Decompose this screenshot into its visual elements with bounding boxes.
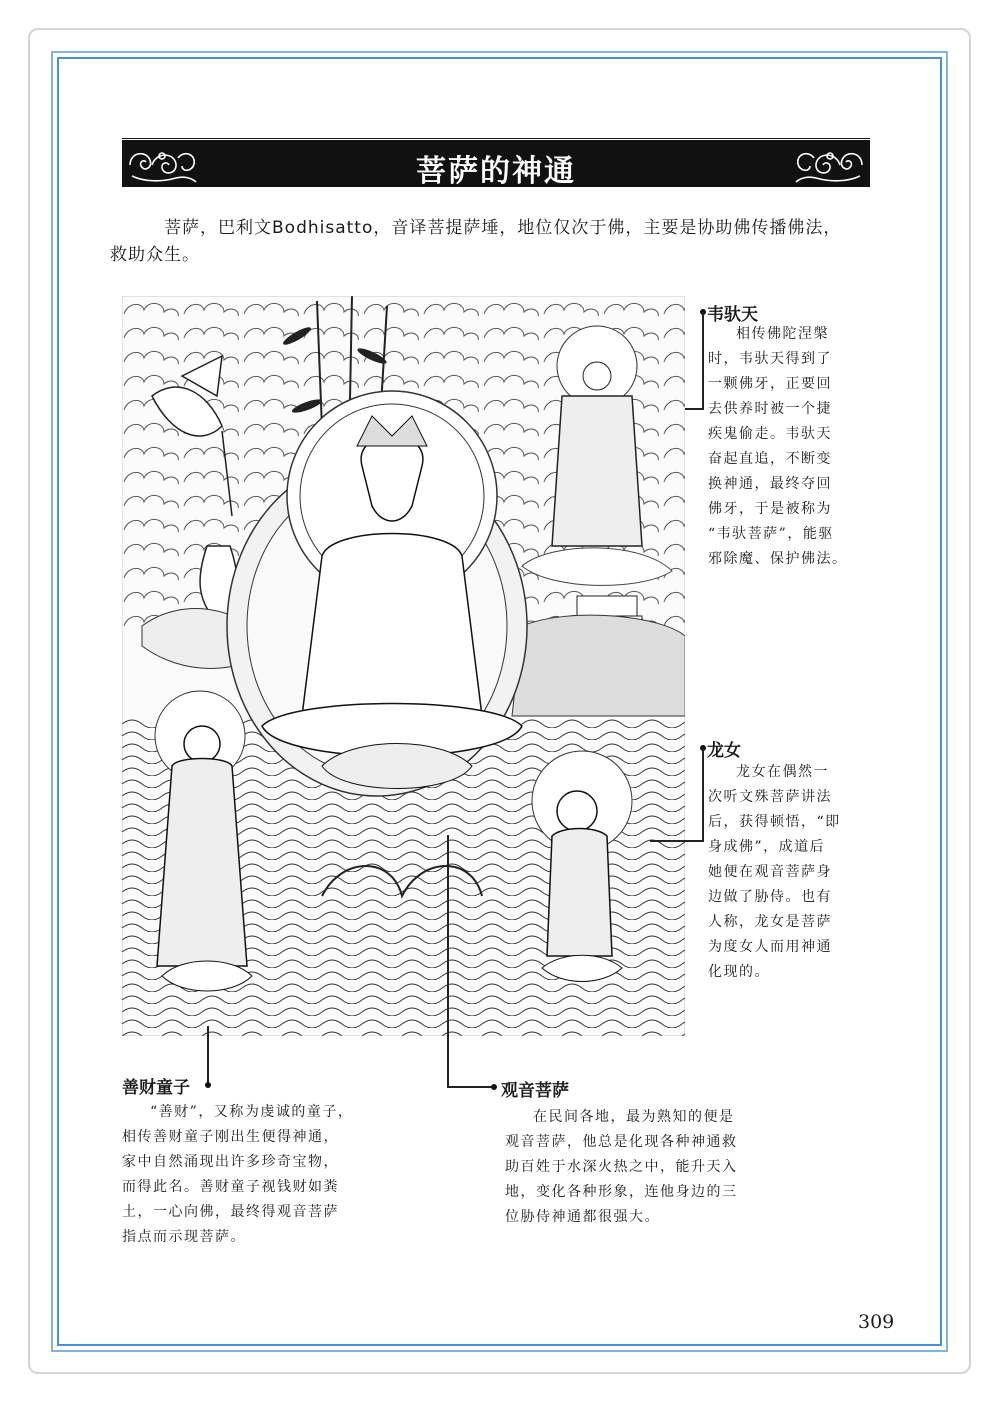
page-number: 309	[858, 1311, 895, 1333]
caption-line: 地，变化各种形象，连他身边的三	[505, 1184, 738, 1200]
label-longnv: 龙女	[707, 741, 741, 761]
caption-line: 奋起直追，不断变	[708, 451, 832, 467]
intro-paragraph: 菩萨，巴利文Bodhisatto，音译菩提萨埵，地位仅次于佛，主要是协助佛传播佛法，救助众生。	[110, 218, 842, 265]
caption-line: 指点而示现菩萨。	[122, 1229, 246, 1245]
caption-line: 身成佛”，成道后	[708, 839, 826, 855]
caption-line: 一颗佛牙，正要回	[708, 376, 832, 392]
title-banner	[122, 137, 870, 187]
caption-line: 佛牙，于是被称为	[708, 501, 832, 517]
caption-shancai	[122, 1100, 394, 1250]
caption-line: 龙女在偶然一	[736, 764, 829, 780]
caption-line: 邪除魔、保护佛法。	[708, 551, 848, 567]
page-title: 菩萨的神通	[416, 154, 576, 189]
leader-line-weituotian-vertical	[702, 312, 704, 410]
caption-line: “善财”，又称为虔诚的童子，	[150, 1104, 354, 1120]
label-guanyin: 观音菩萨	[501, 1081, 569, 1101]
leader-line-guanyin-horizontal	[447, 1086, 493, 1088]
caption-line: 换神通，最终夺回	[708, 476, 832, 492]
caption-line: 疾鬼偷走。韦驮天	[708, 426, 832, 442]
label-shancai: 善财童子	[122, 1078, 190, 1098]
cloud-ornament-right-icon	[792, 140, 870, 190]
caption-line: 时，韦驮天得到了	[708, 351, 832, 367]
leader-line-weituotian-horizontal	[685, 408, 704, 410]
leader-line-longnv-vertical	[702, 748, 704, 842]
caption-line: 后，获得顿悟，“即	[708, 814, 841, 830]
caption-line: 而得此名。善财童子视钱财如粪	[122, 1179, 339, 1195]
caption-line: 在民间各地，最为熟知的便是	[533, 1109, 735, 1125]
caption-line: 次听文殊菩萨讲法	[708, 789, 832, 805]
label-weituotian: 韦驮天	[707, 305, 758, 325]
leader-line-longnv-horizontal	[650, 840, 704, 842]
caption-line: 人称，龙女是菩萨	[708, 914, 832, 930]
caption-line: 土，一心向佛，最终得观音菩萨	[122, 1204, 339, 1220]
leader-line-guanyin-vertical	[447, 835, 449, 1088]
caption-line: “韦驮菩萨”，能驱	[708, 526, 834, 542]
caption-longnv	[708, 760, 848, 985]
leader-dot-shancai	[205, 1082, 211, 1088]
caption-line: 家中自然涌现出许多珍奇宝物，	[122, 1154, 339, 1170]
caption-line: 边做了胁侍。也有	[708, 889, 832, 905]
caption-line: 位胁侍神通都很强大。	[505, 1209, 660, 1225]
caption-line: 助百姓于水深火热之中，能升天入	[505, 1159, 738, 1175]
caption-line: 去供养时被一个捷	[708, 401, 832, 417]
leader-dot-guanyin	[491, 1084, 497, 1090]
caption-line: 相传善财童子刚出生便得神通，	[122, 1129, 339, 1145]
leader-line-shancai	[207, 1026, 209, 1086]
caption-line: 相传佛陀涅槃	[736, 326, 829, 342]
caption-weituotian	[708, 322, 848, 572]
caption-line: 观音菩萨，他总是化现各种神通救	[505, 1134, 738, 1150]
caption-guanyin	[505, 1105, 790, 1230]
caption-line: 为度女人而用神通	[708, 939, 832, 955]
caption-line: 化现的。	[708, 964, 770, 980]
bodhisattva-illustration	[122, 296, 685, 1036]
caption-line: 她便在观音菩萨身	[708, 864, 832, 880]
